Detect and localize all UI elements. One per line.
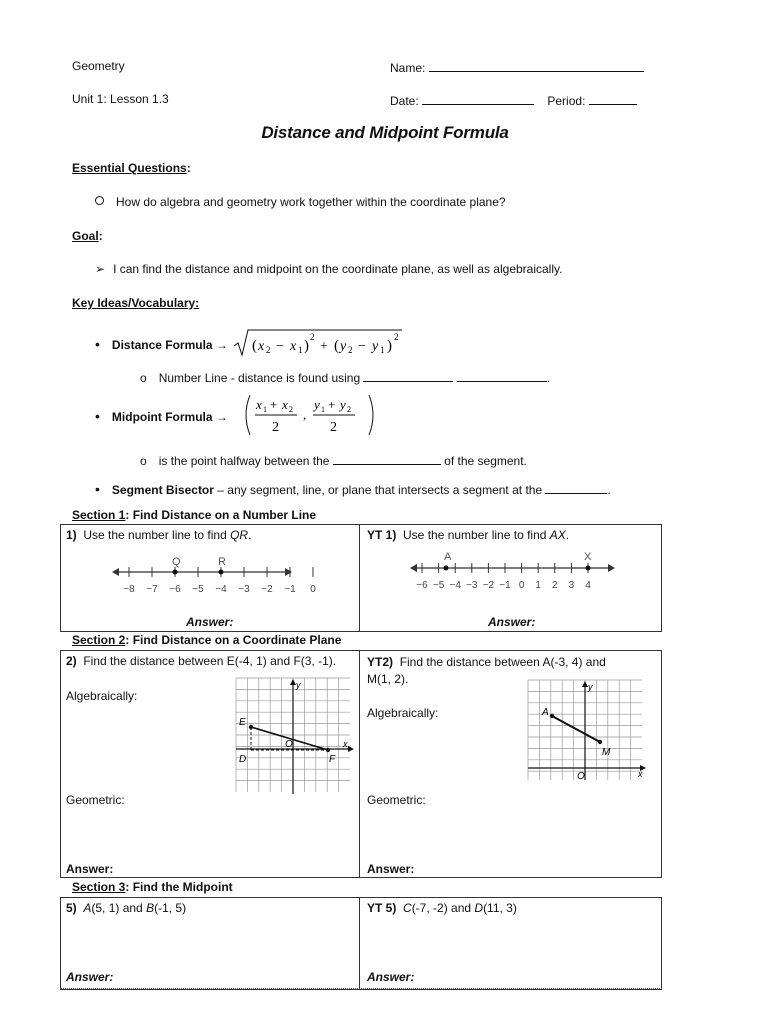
tick-label: −1 xyxy=(499,580,511,591)
svg-text:2: 2 xyxy=(348,345,353,355)
svg-text:y: y xyxy=(296,680,301,690)
yt-problem-1: YT 1) Use the number line to find AX. xyxy=(367,528,570,542)
label-r: R xyxy=(218,556,226,568)
svg-text:2: 2 xyxy=(347,405,351,414)
point-q xyxy=(173,570,178,575)
svg-text:1: 1 xyxy=(380,345,385,355)
tick-label: 1 xyxy=(535,580,541,591)
svg-text:): ) xyxy=(387,338,392,354)
distance-formula-icon xyxy=(232,326,407,358)
svg-text:x: x xyxy=(290,339,297,354)
point-a-graph xyxy=(550,714,554,718)
svg-text:x: x xyxy=(256,397,262,412)
svg-text:(: ( xyxy=(334,338,339,354)
svg-text:2: 2 xyxy=(310,332,315,342)
svg-text:2: 2 xyxy=(289,405,293,414)
tick-label: −5 xyxy=(432,580,445,591)
svg-text:O: O xyxy=(577,771,585,782)
answer-5: Answer: xyxy=(66,970,114,984)
answer-2: Answer: xyxy=(66,862,114,876)
tick-label: −6 xyxy=(416,580,428,591)
tick-label: −4 xyxy=(215,584,227,595)
midpoint-blank[interactable] xyxy=(333,452,441,465)
svg-text:x: x xyxy=(282,397,288,412)
svg-text:,: , xyxy=(303,407,307,422)
svg-text:2: 2 xyxy=(266,345,271,355)
period-blank[interactable] xyxy=(589,92,637,105)
svg-text:D: D xyxy=(239,754,247,765)
bullet-icon: • xyxy=(95,408,100,424)
yt-problem-2: YT2) Find the distance between A(-3, 4) and M(1, 2). xyxy=(367,655,606,686)
label-x: X xyxy=(584,551,592,563)
tick-label: 4 xyxy=(585,580,591,591)
yt-problem-5: YT 5) C(-7, -2) and D(11, 3) xyxy=(367,901,517,915)
bullet-icon: • xyxy=(95,336,100,352)
essential-question: How do algebra and geometry work together within the coordinate plane? xyxy=(95,195,506,209)
midpoint-definition-row: o is the point halfway between the of the segment. xyxy=(140,454,527,468)
tick-label: −3 xyxy=(238,584,250,595)
point-f xyxy=(326,748,330,752)
bullet-icon: • xyxy=(95,481,100,497)
number-line-distance-row: o Number Line - distance is found using . xyxy=(140,371,551,385)
svg-text:y: y xyxy=(588,682,593,692)
svg-text:x: x xyxy=(343,739,348,749)
name-label: Name: xyxy=(390,61,426,75)
svg-text:(: ( xyxy=(252,338,257,354)
svg-text:2: 2 xyxy=(272,420,279,435)
svg-text:+: + xyxy=(328,397,336,412)
lesson-label: Unit 1: Lesson 1.3 xyxy=(72,92,169,106)
point-r xyxy=(219,570,224,575)
svg-text:+: + xyxy=(320,339,328,354)
number-line-ax xyxy=(410,548,615,596)
period-label: Period: xyxy=(547,94,586,108)
answer-yt1: Answer: xyxy=(488,615,536,629)
svg-text:1: 1 xyxy=(298,345,303,355)
tick-label: −8 xyxy=(123,584,135,595)
tick-label: −2 xyxy=(482,580,495,591)
svg-text:+: + xyxy=(270,397,278,412)
tick-label: −1 xyxy=(284,584,296,595)
page-title: Distance and Midpoint Formula xyxy=(261,123,509,142)
svg-text:A: A xyxy=(542,707,549,718)
tick-label: 0 xyxy=(518,580,525,591)
midpoint-formula-row: • Midpoint Formula → xyxy=(95,408,228,424)
tick-label: −6 xyxy=(169,584,181,595)
label-a: A xyxy=(444,551,452,563)
coordinate-graph-am xyxy=(528,680,648,780)
svg-text:x: x xyxy=(638,769,643,779)
svg-text:O: O xyxy=(285,739,293,750)
section1-heading: Section 1: Find Distance on a Number Line xyxy=(72,508,317,522)
svg-text:M: M xyxy=(602,747,611,758)
svg-text:1: 1 xyxy=(321,405,325,414)
answer-yt2: Answer: xyxy=(367,862,415,876)
tick-label: −3 xyxy=(466,580,478,591)
svg-text:2: 2 xyxy=(394,332,399,342)
goal-heading: Goal: xyxy=(72,229,103,243)
svg-text:): ) xyxy=(304,338,309,354)
date-label: Date: xyxy=(390,94,419,108)
essential-heading: Essential Questions: xyxy=(72,161,191,175)
tick-label: 0 xyxy=(310,584,316,595)
problem-1: 1) Use the number line to find QR. xyxy=(66,528,252,542)
date-field[interactable] xyxy=(390,92,637,108)
svg-text:1: 1 xyxy=(263,405,267,414)
bisector-blank[interactable] xyxy=(545,481,607,494)
tick-label: −7 xyxy=(146,584,158,595)
problem-5: 5) A(5, 1) and B(-1, 5) xyxy=(66,901,187,915)
point-a xyxy=(444,566,449,571)
section2-heading: Section 2: Find Distance on a Coordinate Plane xyxy=(72,633,342,647)
point-e xyxy=(249,725,253,729)
name-field[interactable] xyxy=(390,59,644,75)
svg-text:F: F xyxy=(329,754,336,765)
svg-text:y: y xyxy=(372,339,379,354)
svg-text:y: y xyxy=(340,339,347,354)
tick-label: −2 xyxy=(261,584,273,595)
point-x xyxy=(586,566,591,571)
svg-text:x: x xyxy=(258,339,265,354)
number-line-qr xyxy=(112,552,316,596)
svg-text:y: y xyxy=(340,397,346,412)
svg-text:2: 2 xyxy=(330,420,337,435)
tick-label: −4 xyxy=(449,580,461,591)
svg-text:−: − xyxy=(358,339,366,354)
midpoint-formula-icon xyxy=(242,393,377,439)
circle-bullet-icon xyxy=(95,196,104,205)
geometric-label-yt2: Geometric: xyxy=(367,793,426,807)
label-q: Q xyxy=(172,556,181,568)
problem-2: 2) Find the distance between E(-4, 1) and F(3, -1). xyxy=(66,654,337,668)
geometric-label-2: Geometric: xyxy=(66,793,125,807)
number-line-blank-2[interactable] xyxy=(457,369,547,382)
svg-text:−: − xyxy=(276,339,284,354)
key-ideas-heading: Key Ideas/Vocabulary: xyxy=(72,296,200,310)
tick-label: −5 xyxy=(192,584,204,595)
distance-formula-row: • Distance Formula → xyxy=(95,336,228,352)
arrow-bullet-icon: ➢ xyxy=(95,262,106,276)
course-label: Geometry xyxy=(72,59,125,73)
answer-yt5: Answer: xyxy=(367,970,415,984)
algebraically-label-yt2: Algebraically: xyxy=(367,706,439,720)
segment-am xyxy=(552,716,600,742)
algebraically-label-2: Algebraically: xyxy=(66,689,138,703)
number-line-blank-1[interactable] xyxy=(363,369,453,382)
point-m xyxy=(598,740,602,744)
coordinate-graph-ef xyxy=(236,678,356,794)
tick-label: 2 xyxy=(552,580,558,591)
section3-heading: Section 3: Find the Midpoint xyxy=(72,880,233,894)
svg-text:y: y xyxy=(314,397,320,412)
svg-text:E: E xyxy=(239,717,246,728)
segment-bisector-row: • Segment Bisector – any segment, line, or plane that intersects a segment at the . xyxy=(95,481,611,497)
goal-text: ➢ I can find the distance and midpoint on the coordinate plane, as well as algebraically. xyxy=(95,262,563,276)
date-blank[interactable] xyxy=(422,92,534,105)
tick-label: 3 xyxy=(568,580,575,591)
name-blank[interactable] xyxy=(429,59,644,72)
answer-1: Answer: xyxy=(186,615,234,629)
